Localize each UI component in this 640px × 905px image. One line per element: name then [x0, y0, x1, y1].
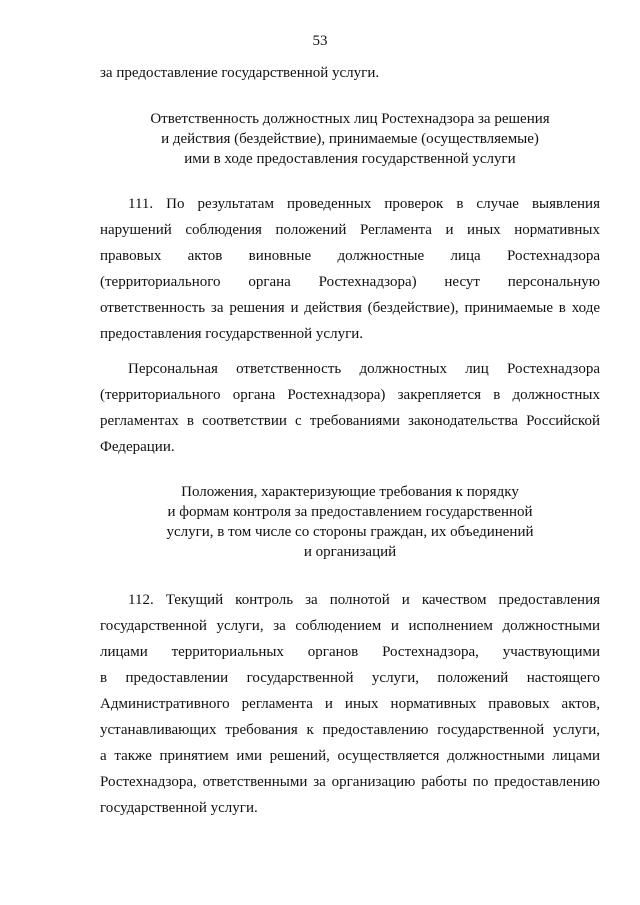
text-line: регламентах в соответствии с требованиями законодательства Российской: [100, 413, 600, 429]
heading-line: Ответственность должностных лиц Ростехнадзора за решения: [150, 111, 550, 127]
page-content: [100, 60, 600, 821]
heading-line: услуги, в том числе со стороны граждан, их объединений: [166, 524, 534, 540]
text-line: Административного регламента и иных нормативных правовых актов,: [100, 696, 600, 712]
page-number: 53: [312, 33, 328, 49]
text-line: а также принятием ими решений, осуществляется должностными лицами: [100, 748, 600, 764]
text-line: Федерации.: [100, 439, 175, 455]
text-line: Ростехнадзора, ответственными за организацию работы по предоставлению: [100, 774, 600, 790]
text-line: в предоставлении государственной услуги, положений настоящего: [100, 670, 600, 686]
text-line: Персональная ответственность должностных лиц Ростехнадзора: [128, 361, 600, 377]
text-line: (территориального органа Ростехнадзора) несут персональную: [100, 274, 600, 290]
heading-line: и организаций: [303, 544, 397, 560]
paragraph-personal-responsibility: [100, 356, 600, 460]
text-line: нарушений соблюдения положений Регламента и иных нормативных: [100, 222, 600, 238]
section-heading-control: [100, 482, 600, 562]
text-line: устанавливающих требования к предоставлению государственной услуги,: [100, 722, 600, 738]
section-heading-responsibility: [100, 109, 600, 169]
text-line: за предоставление государственной услуги.: [100, 65, 380, 81]
heading-line: и действия (бездействие), принимаемые (осуществляемые): [161, 131, 539, 147]
text-line: предоставления государственной услуги.: [100, 326, 364, 342]
text-line: правовых актов виновные должностные лица Ростехнадзора: [100, 248, 600, 264]
text-line: ответственность за решения и действия (бездействие), принимаемые в ходе: [100, 300, 600, 316]
paragraph-112: [100, 587, 600, 821]
text-line: лицами территориальных органов Ростехнадзора, участвующими: [100, 644, 600, 660]
text-line: государственной услуги.: [100, 800, 258, 816]
heading-line: ими в ходе предоставления государственной услуги: [184, 151, 516, 167]
heading-line: Положения, характеризующие требования к порядку: [181, 484, 519, 500]
text-line: 111. По результатам проведенных проверок в случае выявления: [128, 196, 600, 212]
continuation-paragraph: [100, 60, 600, 86]
text-line: государственной услуги, за соблюдением и исполнением должностными: [100, 618, 600, 634]
paragraph-111: [100, 191, 600, 347]
text-line: (территориального органа Ростехнадзора) закрепляется в должностных: [100, 387, 600, 403]
text-line: 112. Текущий контроль за полнотой и качеством предоставления: [128, 592, 600, 608]
heading-line: и формам контроля за предоставлением государственной: [167, 504, 533, 520]
